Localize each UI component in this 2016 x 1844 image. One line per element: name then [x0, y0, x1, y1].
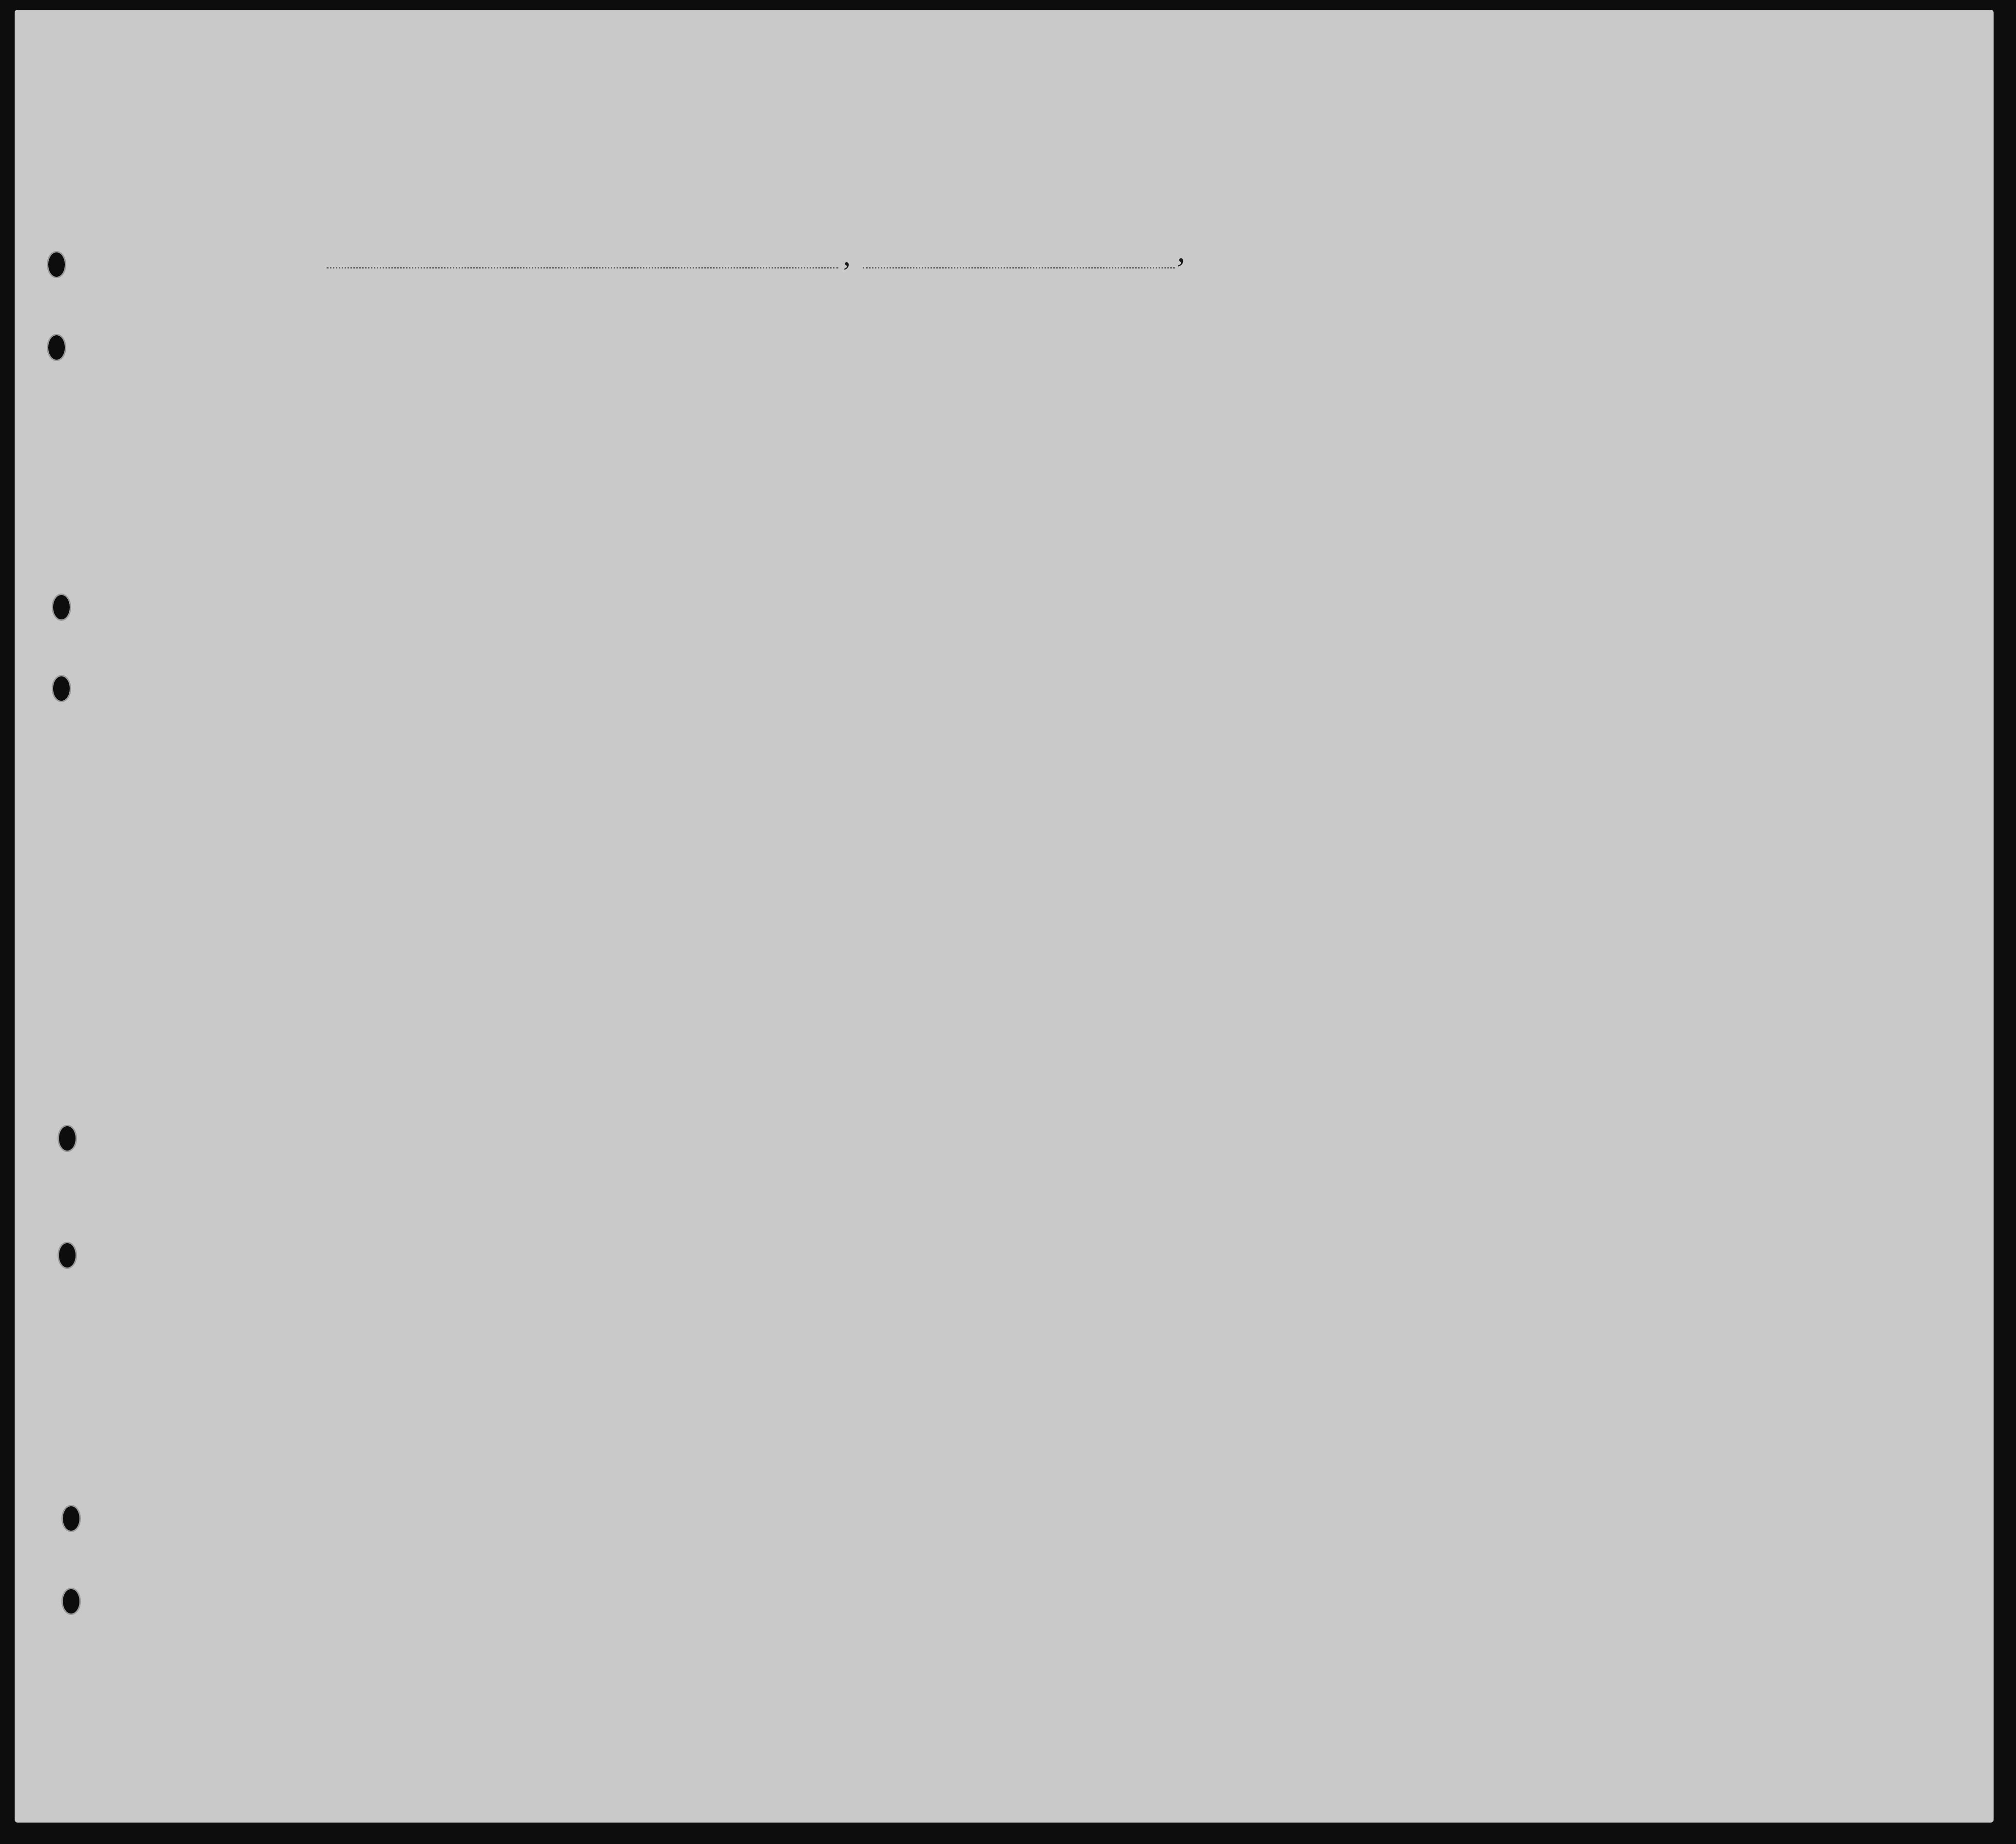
year-prefix: , [1177, 233, 1185, 269]
binder-hole [47, 334, 66, 361]
binder-hole [47, 251, 66, 278]
binder-hole [58, 1125, 77, 1152]
binder-hole [52, 594, 71, 621]
binder-hole [58, 1242, 77, 1269]
manifest-sheet [15, 10, 1994, 1823]
binder-hole [61, 1588, 81, 1615]
binder-hole [61, 1505, 81, 1532]
comma-separator: , [843, 239, 851, 271]
binder-hole [52, 675, 71, 702]
manifest-table [15, 10, 1994, 1823]
